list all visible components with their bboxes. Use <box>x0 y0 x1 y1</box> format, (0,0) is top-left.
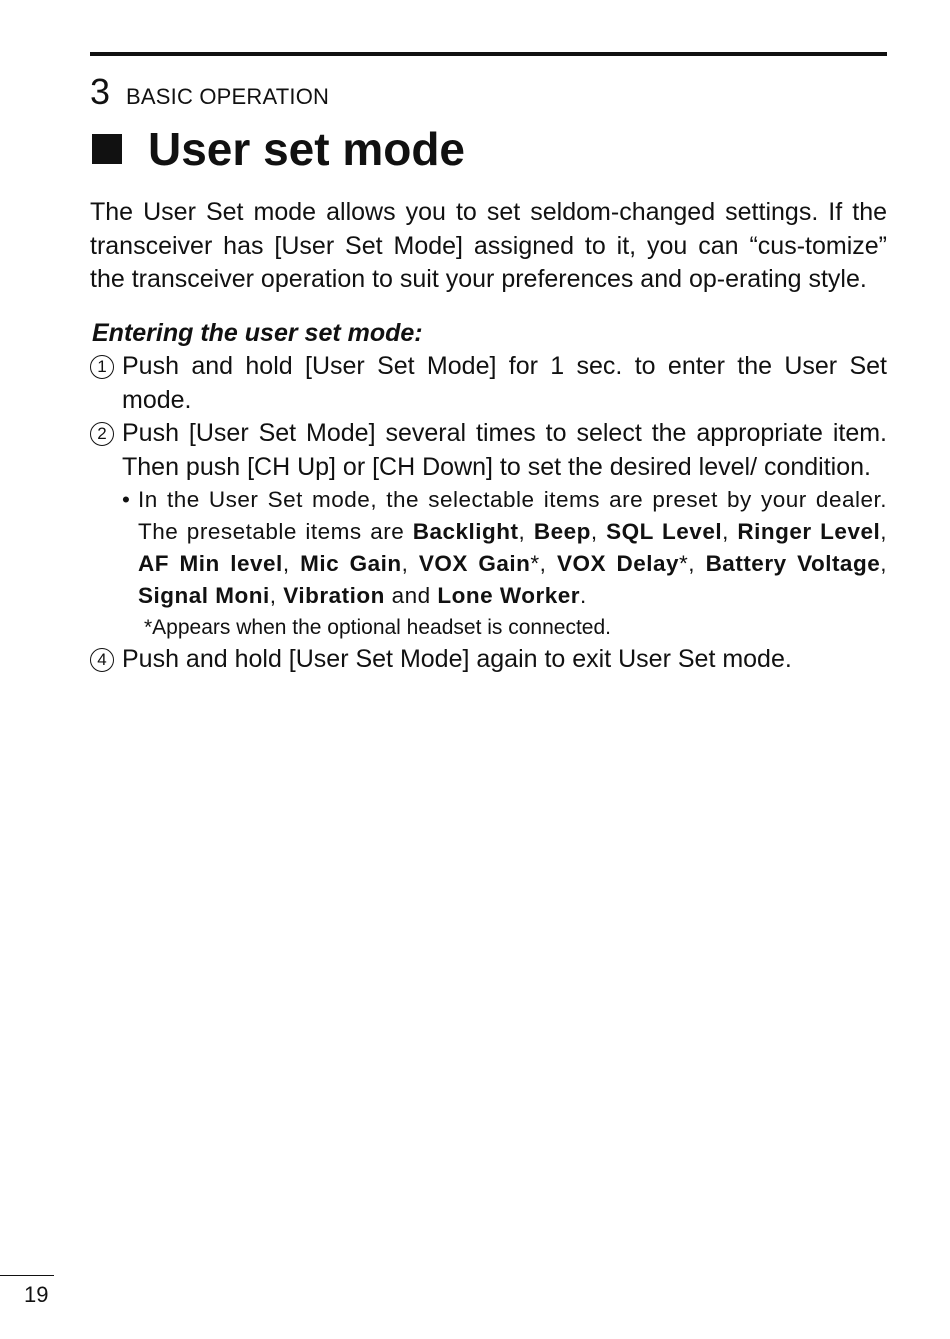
step-item <box>90 643 887 677</box>
step-text: Push [User Set Mode] several times to select the appropriate item. Then push [CH Up] or [CH Down] to set the desired level/ condition. <box>122 419 887 481</box>
circled-number-icon: 1 <box>90 355 114 379</box>
preset-item: AF Min level <box>138 551 283 576</box>
header-rule <box>90 52 887 56</box>
item-separator: , <box>401 551 419 576</box>
preset-item: SQL Level <box>606 519 723 544</box>
preset-item: Beep <box>533 519 591 544</box>
chapter-number: 3 <box>90 71 111 112</box>
item-separator: *, <box>530 551 557 576</box>
step-number <box>90 350 122 417</box>
chapter-title: BASIC OPERATION <box>126 84 330 109</box>
subheading: Entering the user set mode: <box>92 318 423 347</box>
item-separator: , <box>880 519 887 544</box>
step-text: Push and hold [User Set Mode] again to exit User Set mode. <box>122 645 792 673</box>
item-separator: , <box>880 551 887 576</box>
preset-item: VOX Gain <box>418 551 531 576</box>
footer-rule <box>0 1275 54 1276</box>
chapter-header <box>90 72 329 112</box>
preset-item: Vibration <box>283 583 385 608</box>
section-title: User set mode <box>148 123 466 175</box>
preset-item: Signal Moni <box>138 583 270 608</box>
step-item <box>90 350 887 417</box>
circled-number-icon: 4 <box>90 648 114 672</box>
preset-item: Ringer Level <box>737 519 881 544</box>
item-separator: , <box>282 551 301 576</box>
bullet-item <box>122 484 887 612</box>
bullet-mark: • <box>122 487 130 512</box>
item-separator: , <box>722 519 738 544</box>
bullet-prefix: In the User Set mode, the selectable items are preset by your dealer. The presetable items are <box>138 487 887 544</box>
step-number <box>90 417 122 484</box>
page-number: 19 <box>24 1282 49 1307</box>
preset-item: Battery Voltage <box>705 551 881 576</box>
item-separator: and <box>384 583 438 608</box>
item-separator: , <box>518 519 534 544</box>
preset-item: VOX Delay <box>556 551 680 576</box>
section-heading <box>90 120 465 178</box>
square-bullet-icon <box>92 134 122 164</box>
intro-paragraph: The User Set mode allows you to set seldom-changed settings. If the transceiver has [User Set Mode] assigned to it, you can “cus-tomize” the transceiver operation to suit your preferences and op-erating style. <box>90 198 887 293</box>
item-separator: *, <box>679 551 706 576</box>
footnote: *Appears when the optional headset is connected. <box>144 616 611 639</box>
item-separator: . <box>580 583 587 608</box>
item-separator: , <box>269 583 284 608</box>
step-item <box>90 417 887 484</box>
page-content <box>90 196 887 677</box>
step-text: Push and hold [User Set Mode] for 1 sec. to enter the User Set mode. <box>122 352 887 414</box>
preset-item: Lone Worker <box>437 583 581 608</box>
item-separator: , <box>590 519 607 544</box>
preset-item: Mic Gain <box>300 551 402 576</box>
circled-number-icon: 2 <box>90 422 114 446</box>
step-number <box>90 643 122 677</box>
bullet-text <box>138 484 887 612</box>
preset-item: Backlight <box>412 519 519 544</box>
